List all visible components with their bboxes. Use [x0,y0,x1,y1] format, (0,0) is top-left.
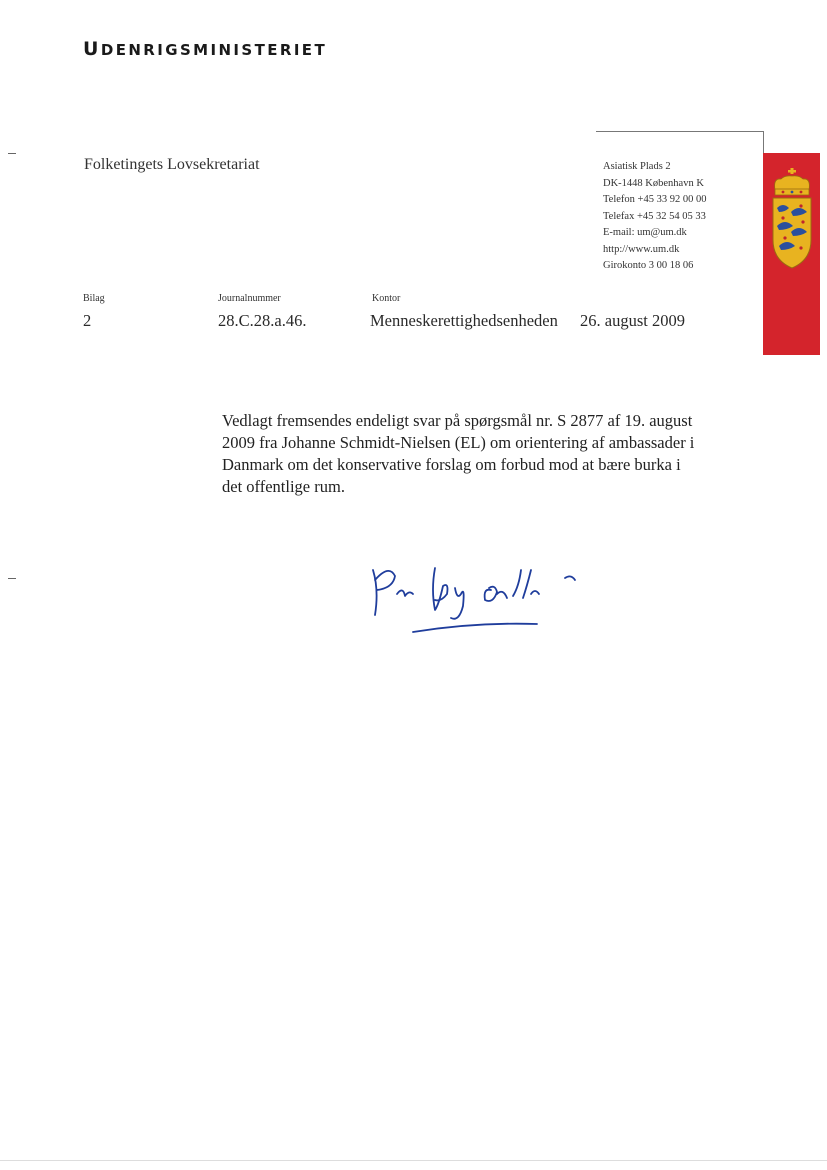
body-line: Danmark om det konservative forslag om forbud mod at bære burka i [222,455,681,474]
kontor-value: Menneskerettighedsenheden [370,311,558,330]
email-line: E-mail: um@um.dk [603,227,687,238]
website-line: http://www.um.dk [603,243,680,255]
margin-mark [8,153,16,154]
bilag-label: Bilag [83,293,105,304]
body-line: det offentlige rum. [222,477,345,496]
journal-value: 28.C.28.a.46. [218,311,307,330]
address-line: Asiatisk Plads 2 [603,161,671,172]
handwritten-signature [365,560,585,640]
ministry-header [83,38,327,60]
crown-icon [775,168,810,195]
body-line: 2009 fra Johanne Schmidt-Nielsen (EL) om orientering af ambassader i [222,433,695,452]
journal-label: Journalnummer [218,293,281,304]
bilag-value: 2 [83,311,92,330]
recipient: Folketingets Lovsekretariat [84,156,260,173]
fax-line: Telefax +45 32 54 05 33 [603,210,706,222]
giro-line: Girokonto 3 00 18 06 [603,260,694,271]
kontor-label: Kontor [372,293,401,304]
address-line: DK-1448 København K [603,177,704,189]
address-rule [596,131,764,132]
address-rule-vertical [763,131,764,153]
ministry-initial: U [83,38,101,60]
shield-icon [773,198,811,268]
ministry-name: DENRIGSMINISTERIET [100,41,328,59]
address-block [603,159,706,275]
date-value: 26. august 2009 [580,311,685,330]
margin-mark [8,578,16,579]
phone-line: Telefon +45 33 92 00 00 [603,194,707,205]
body-line: Vedlagt fremsendes endeligt svar på spørgsmål nr. S 2877 af 19. august [222,411,693,430]
royal-crest-icon [771,168,813,272]
footer-divider [0,1160,827,1161]
letter-body [222,410,742,498]
